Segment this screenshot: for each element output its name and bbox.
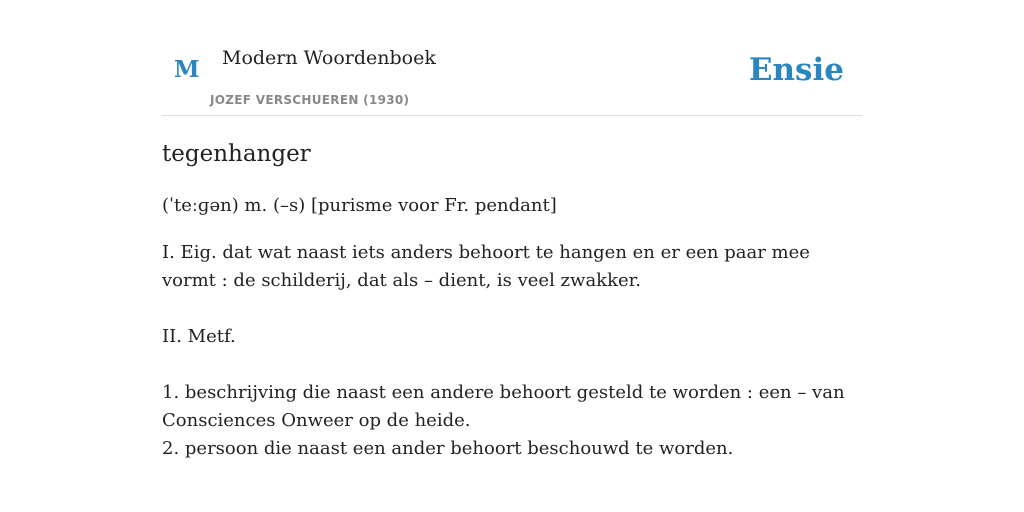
dictionary-header: [162, 0, 862, 116]
definition-sense-2: II. Metf.: [162, 326, 236, 347]
dictionary-page: [162, 0, 862, 459]
entry-headword: tegenhanger: [162, 141, 311, 167]
ensie-logo-link[interactable]: Ensie: [748, 52, 844, 88]
paragraph-spacer: [162, 351, 862, 379]
paragraph-spacer: [162, 295, 862, 323]
book-title[interactable]: Modern Woordenboek: [222, 47, 436, 69]
definition-sense-1: I. Eig. dat wat naast iets anders behoort te hangen en er een paar mee vormt : de schilderij, dat als – dient, is veel zwakker.: [162, 242, 810, 291]
definition-sense-2-1: 1. beschrijving die naast een andere behoort gesteld te worden : een – van Consciences Onweer op de heide.: [162, 382, 845, 431]
entry-pronunciation: (ˈteːɡən) m. (–s) [purisme voor Fr. pendant]: [162, 195, 557, 216]
entry-definition: [162, 239, 862, 463]
definition-sense-2-2: 2. persoon die naast een ander behoort beschouwd te worden.: [162, 438, 734, 459]
dictionary-logo-icon[interactable]: M: [174, 56, 200, 83]
book-author: JOZEF VERSCHUEREN (1930): [210, 93, 410, 107]
